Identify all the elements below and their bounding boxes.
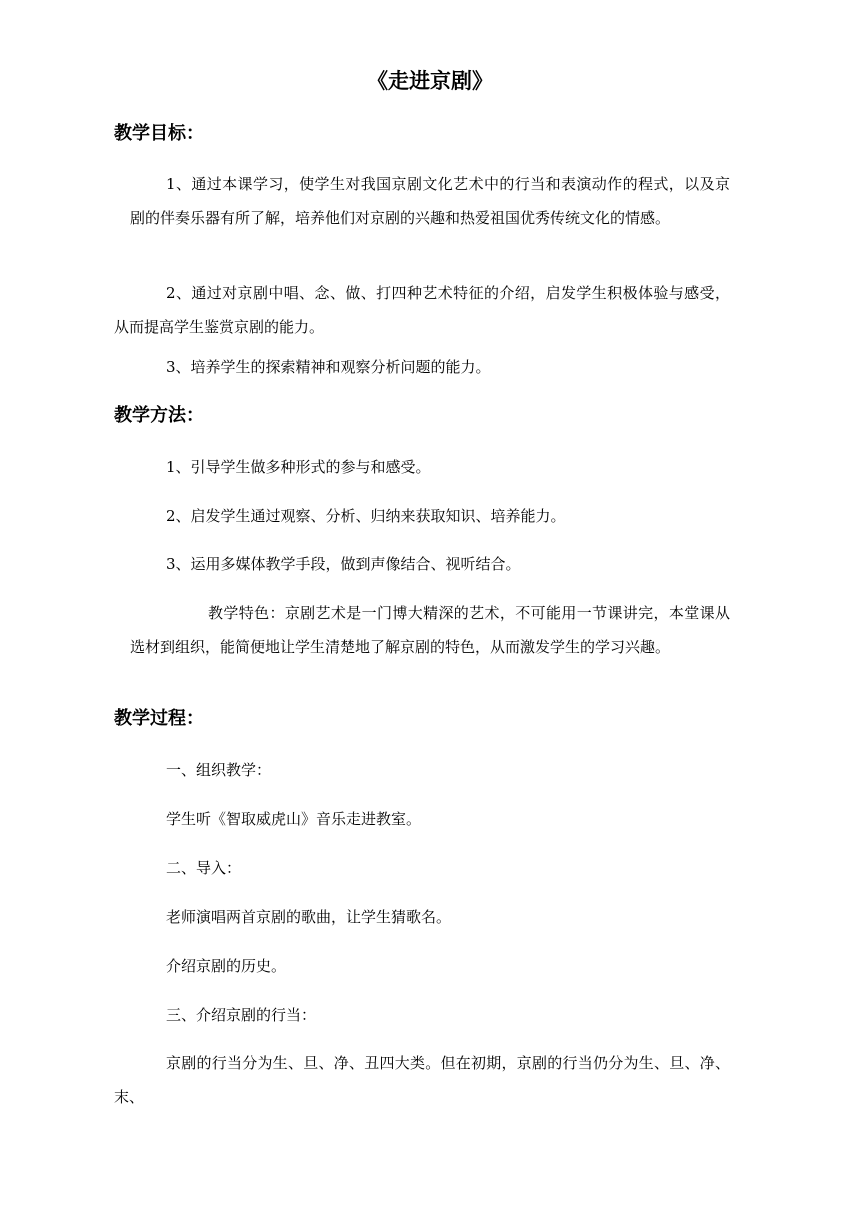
method-item-2: 2、启发学生通过观察、分析、归纳来获取知识、培养能力。 (166, 507, 566, 525)
process-line-6: 三、介绍京剧的行当： (166, 1006, 317, 1024)
process-line-5: 介绍京剧的历史。 (166, 957, 287, 975)
process-line-4: 老师演唱两首京剧的歌曲，让学生猜歌名。 (166, 908, 452, 926)
section-heading-methods: 教学方法： (114, 405, 204, 426)
goal-item-2: 2、通过对京剧中唱、念、做、打四种艺术特征的介绍，启发学生积极体验与感受，从而提高学生鉴赏京剧的能力。 (114, 284, 730, 336)
process-line-3: 二、导入： (166, 859, 242, 877)
teaching-feature-paragraph: 教学特色：京剧艺术是一门博大精深的艺术，不可能用一节课讲完，本堂课从选材到组织，能简便地让学生清楚地了解京剧的特色，从而激发学生的学习兴趣。 (130, 604, 730, 656)
goal-item-1: 1、通过本课学习，使学生对我国京剧文化艺术中的行当和表演动作的程式，以及京剧的伴奏乐器有所了解，培养他们对京剧的兴趣和热爱祖国优秀传统文化的情感。 (130, 175, 730, 227)
goal-item-3: 3、培养学生的探索精神和观察分析问题的能力。 (166, 358, 491, 376)
process-line-2: 学生听《智取威虎山》音乐走进教室。 (166, 810, 422, 828)
document-title: 《走进京剧》 (367, 69, 493, 93)
method-item-3: 3、运用多媒体教学手段，做到声像结合、视听结合。 (166, 555, 521, 573)
process-last-paragraph: 京剧的行当分为生、旦、净、丑四大类。但在初期，京剧的行当仍分为生、旦、净、末、 (114, 1054, 730, 1106)
section-heading-process: 教学过程： (114, 708, 204, 729)
method-item-1: 1、引导学生做多种形式的参与和感受。 (166, 458, 431, 476)
process-line-1: 一、组织教学： (166, 761, 272, 779)
section-heading-goals: 教学目标： (114, 123, 204, 144)
